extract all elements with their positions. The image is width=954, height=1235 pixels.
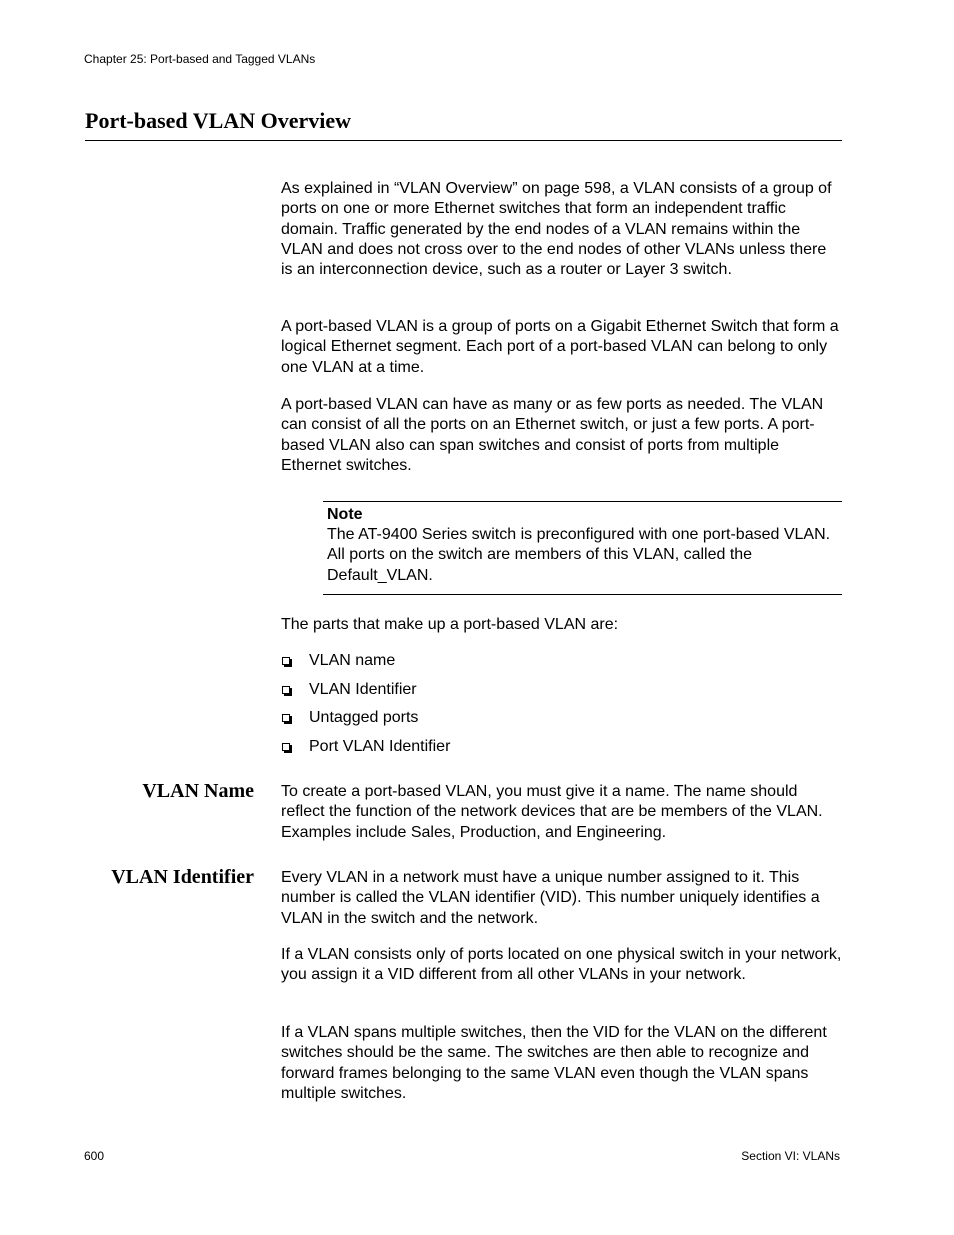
note-text: The AT-9400 Series switch is preconfigured with one port-based VLAN. All ports on the switch are members of this VLAN, called the Default_VLAN. bbox=[327, 526, 831, 584]
intro-paragraph-1: As explained in “VLAN Overview” on page 598, a VLAN consists of a group of ports on one or more Ethernet switches that form an independent traffic domain. Traffic generated by the end nodes of a VLAN remains within the VLAN and does not cross over to the end nodes of other VLANs unless there is an interconnection device, such as a router or Layer 3 switch. bbox=[281, 180, 832, 279]
page-title: Port-based VLAN Overview bbox=[85, 108, 351, 133]
note-title: Note bbox=[327, 506, 363, 523]
intro-paragraph-2: A port-based VLAN is a group of ports on a Gigabit Ethernet Switch that form a logical Ethernet segment. Each port of a port-based VLAN can belong to only one VLAN at a time. bbox=[281, 318, 839, 376]
checkbox-bullet-icon bbox=[282, 743, 290, 751]
parts-list bbox=[281, 651, 450, 765]
title-rule bbox=[85, 140, 842, 141]
list-item: VLAN name bbox=[281, 651, 450, 680]
list-item: Untagged ports bbox=[281, 708, 450, 737]
running-header: Chapter 25: Port-based and Tagged VLANs bbox=[84, 52, 316, 66]
intro-paragraph-3: A port-based VLAN can have as many or as few ports as needed. The VLAN can consist of all the ports on an Ethernet switch, or just a few ports. A port-based VLAN also can span switches and consist of ports from multiple Ethernet switches. bbox=[281, 396, 824, 474]
vlan-name-text: To create a port-based VLAN, you must give it a name. The name should reflect the function of the network devices that are be members of the VLAN. Examples include Sales, Production, and Engineering. bbox=[281, 783, 823, 841]
note-box bbox=[323, 501, 842, 595]
vlan-identifier-heading: VLAN Identifier bbox=[111, 866, 254, 888]
page-number: 600 bbox=[84, 1149, 105, 1163]
list-item: Port VLAN Identifier bbox=[281, 737, 450, 766]
parts-intro: The parts that make up a port-based VLAN are: bbox=[281, 616, 619, 633]
checkbox-bullet-icon bbox=[282, 714, 290, 722]
list-item: VLAN Identifier bbox=[281, 680, 450, 709]
vlan-name-heading: VLAN Name bbox=[142, 780, 254, 802]
vlan-identifier-paragraph-1: Every VLAN in a network must have a unique number assigned to it. This number is called the VLAN identifier (VID). This number uniquely identifies a VLAN in the switch and the network. bbox=[281, 869, 820, 927]
checkbox-bullet-icon bbox=[282, 686, 290, 694]
vlan-identifier-paragraph-3: If a VLAN spans multiple switches, then the VID for the VLAN on the different switches should be the same. The switches are then able to recognize and forward frames belonging to the same VLAN even though the VLAN spans multiple switches. bbox=[281, 1024, 827, 1102]
vlan-identifier-paragraph-2: If a VLAN consists only of ports located on one physical switch in your network, you assign it a VID different from all other VLANs in your network. bbox=[281, 946, 842, 984]
section-label: Section VI: VLANs bbox=[741, 1149, 840, 1163]
checkbox-bullet-icon bbox=[282, 657, 290, 665]
